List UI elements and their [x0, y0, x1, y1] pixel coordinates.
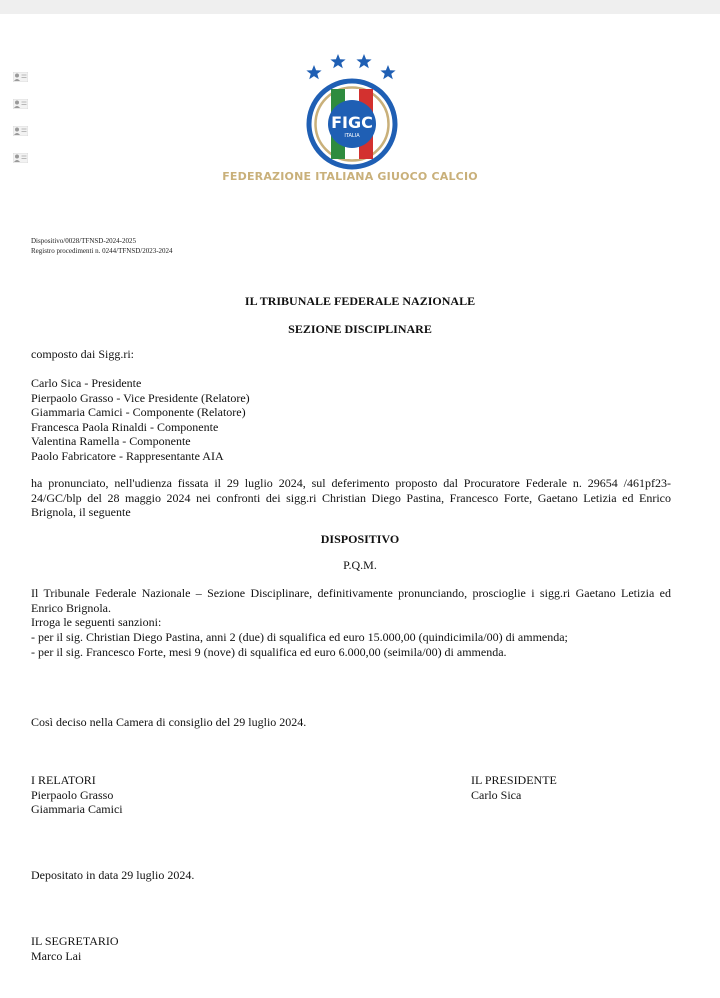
sanction-item: - per il sig. Francesco Forte, mesi 9 (nove) di squalifica ed euro 6.000,00 (seimila/00) di ammenda.: [31, 644, 507, 659]
members-list: [31, 376, 250, 463]
reference-line: Dispositivo/0028/TFNSD-2024-2025: [31, 237, 137, 245]
presidente-heading: IL PRESIDENTE: [471, 773, 557, 787]
member-line: Carlo Sica - Presidente: [31, 376, 142, 390]
relatori-heading: I RELATORI: [31, 773, 96, 787]
dispositivo-title: DISPOSITIVO: [320, 532, 400, 546]
section-title: SEZIONE DISCIPLINARE: [288, 322, 432, 336]
relatore-name: Giammaria Camici: [31, 802, 123, 816]
document-references: [31, 236, 173, 256]
member-line: Pierpaolo Grasso - Vice Presidente (Relatore): [31, 390, 250, 405]
person-icon[interactable]: [13, 126, 28, 136]
reference-line: Registro procedimenti n. 0244/TFNSD/2023-2024: [31, 247, 173, 255]
segretario-block: [31, 934, 119, 963]
member-line: Paolo Fabricatore - Rappresentante AIA: [31, 448, 224, 463]
person-icon[interactable]: [13, 99, 28, 109]
sanctions-list: [31, 630, 568, 659]
decision-paragraph: Il Tribunale Federale Nazionale – Sezione Disciplinare, definitivamente pronunciando, proscioglie i sigg.ri Gaetano Letizia ed Enrico Brignola.: [31, 586, 671, 615]
relatore-name: Pierpaolo Grasso: [31, 787, 114, 802]
tribunal-title: IL TRIBUNALE FEDERALE NAZIONALE: [244, 294, 476, 308]
person-icon[interactable]: [13, 72, 28, 82]
logo-text: FIGC: [331, 113, 373, 132]
segretario-heading: IL SEGRETARIO: [31, 934, 119, 948]
logo-subtext: ITALIA: [344, 133, 360, 139]
sanction-item: - per il sig. Christian Diego Pastina, anni 2 (due) di squalifica ed euro 15.000,00 (quindicimila/00) di ammenda;: [31, 630, 568, 644]
star-icon: [306, 54, 395, 79]
member-line: Valentina Ramella - Componente: [31, 434, 191, 448]
presidente-block: [471, 773, 557, 802]
figc-logo: [300, 52, 404, 170]
pqm: P.Q.M.: [343, 558, 377, 572]
composed-by: composto dai Sigg.ri:: [31, 347, 134, 361]
member-line: Francesca Paola Rinaldi - Componente: [31, 419, 219, 434]
person-icon[interactable]: [13, 153, 28, 163]
deposited-statement: Depositato in data 29 luglio 2024.: [31, 868, 195, 882]
presidente-name: Carlo Sica: [471, 787, 522, 802]
hearing-paragraph: ha pronunciato, nell'udienza fissata il 29 luglio 2024, sul deferimento proposto dal Procuratore Federale n. 29654 /461pf23-24/GC/blp del 28 maggio 2024 nei confronti dei sigg.ri Christian Diego Pastina, Francesco Forte, Gaetano Letizia ed Enrico Brignola, il seguente: [31, 476, 671, 519]
relatori-block: [31, 773, 123, 817]
member-line: Giammaria Camici - Componente (Relatore): [31, 405, 246, 419]
decided-statement: Così deciso nella Camera di consiglio del 29 luglio 2024.: [31, 715, 307, 729]
viewer-top-bar: [0, 0, 720, 14]
segretario-name: Marco Lai: [31, 948, 82, 963]
sanctions-intro: Irroga le seguenti sanzioni:: [31, 615, 162, 629]
federation-name: FEDERAZIONE ITALIANA GIUOCO CALCIO: [222, 170, 478, 183]
